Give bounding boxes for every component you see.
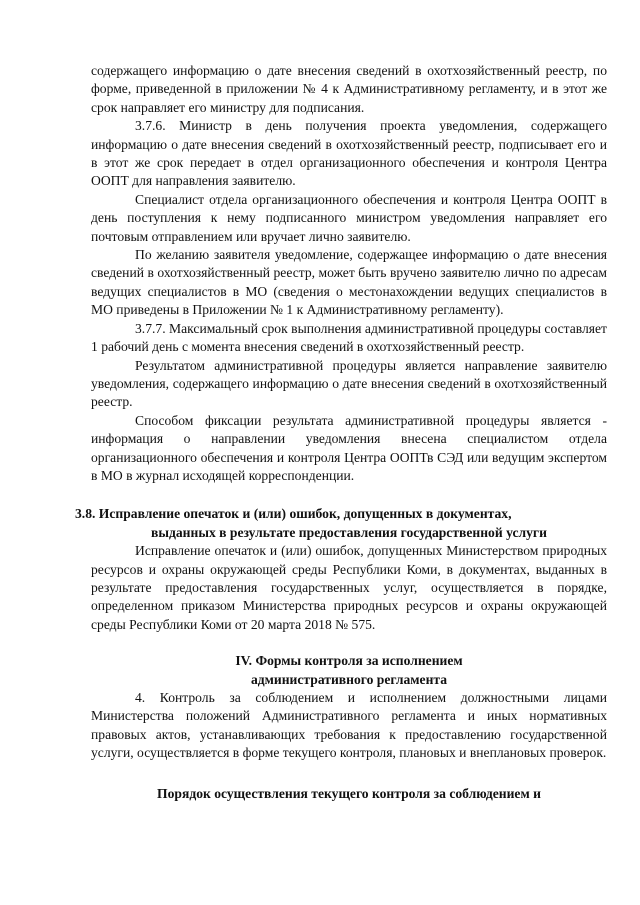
paragraph-result: Результатом административной процедуры является направление заявителю уведомления, содержащего информацию о дате внесения сведений в охотхозяйственный реестр. (91, 357, 607, 410)
document-page (75, 62, 607, 803)
section-heading-3-8-line2: выданных в результате предоставления государственной услуги (151, 524, 547, 540)
section-heading-IV-line1: IV. Формы контроля за исполнением (235, 653, 463, 669)
section-heading-3-8 (75, 505, 607, 542)
paragraph-IV: 4. Контроль за соблюдением и исполнением должностными лицами Министерства положений Административного регламента и иных нормативных правовых актов, устанавливающих требования к предоставлению государственной услуги, осуществляется в форме текущего контроля, плановых и внеплановых проверок. (91, 690, 607, 761)
section-heading-IV-line2: административного регламента (250, 671, 448, 687)
paragraph-3-7-6: 3.7.6. Министр в день получения проекта уведомления, содержащего информацию о дате внесения сведений в охотхозяйственный реестр, подписывает его и в этот же срок передает в отдел организационного обеспечения и контроля Центра ООПТ для направления заявителю. (91, 118, 607, 189)
section-heading-IV (91, 652, 607, 689)
paragraph-continuation: содержащего информацию о дате внесения сведений в охотхозяйственный реестр, по форме, приведенной в приложении № 4 к Административному регламенту, и в этот же срок направляет его министру для подписания. (91, 63, 607, 115)
paragraph-specialist: Специалист отдела организационного обеспечения и контроля Центра ООПТ в день поступления к нему подписанного министром уведомления направляет его почтовым отправлением или вручает лично заявителю. (91, 191, 607, 244)
section-heading-order: Порядок осуществления текущего контроля за соблюдением и (157, 785, 541, 801)
paragraph-3-8: Исправление опечаток и (или) ошибок, допущенных Министерством природных ресурсов и охраны окружающей среды Республики Коми, в документах, выданных в результате предоставления государственных услуг, осуществляется в порядке, определенном приказом Министерства природных ресурсов и охраны окружающей среды Республики Коми от 20 марта 2018 № 575. (91, 543, 607, 632)
paragraph-applicant-request: По желанию заявителя уведомление, содержащее информацию о дате внесения сведений в охотхозяйственный реестр, может быть вручено заявителю лично по адресам ведущих специалистов в МО (сведения о местонахождении ведущих специалистов в МО приведены в Приложении № 1 к Административному регламенту). (91, 247, 607, 318)
paragraph-3-7-7: 3.7.7. Максимальный срок выполнения административной процедуры составляет 1 рабочий день с момента внесения сведений в охотхозяйственный реестр. (91, 320, 607, 355)
paragraph-fixation: Способом фиксации результата административной процедуры является - информация о направлении уведомления внесена специалистом отдела организационного обеспечения и контроля Центра ООПТв СЭД или ведущим экспертом в МО в журнал исходящей корреспонденции. (91, 412, 607, 483)
section-heading-3-8-line1: 3.8. Исправление опечаток и (или) ошибок, допущенных в документах, (75, 506, 512, 522)
